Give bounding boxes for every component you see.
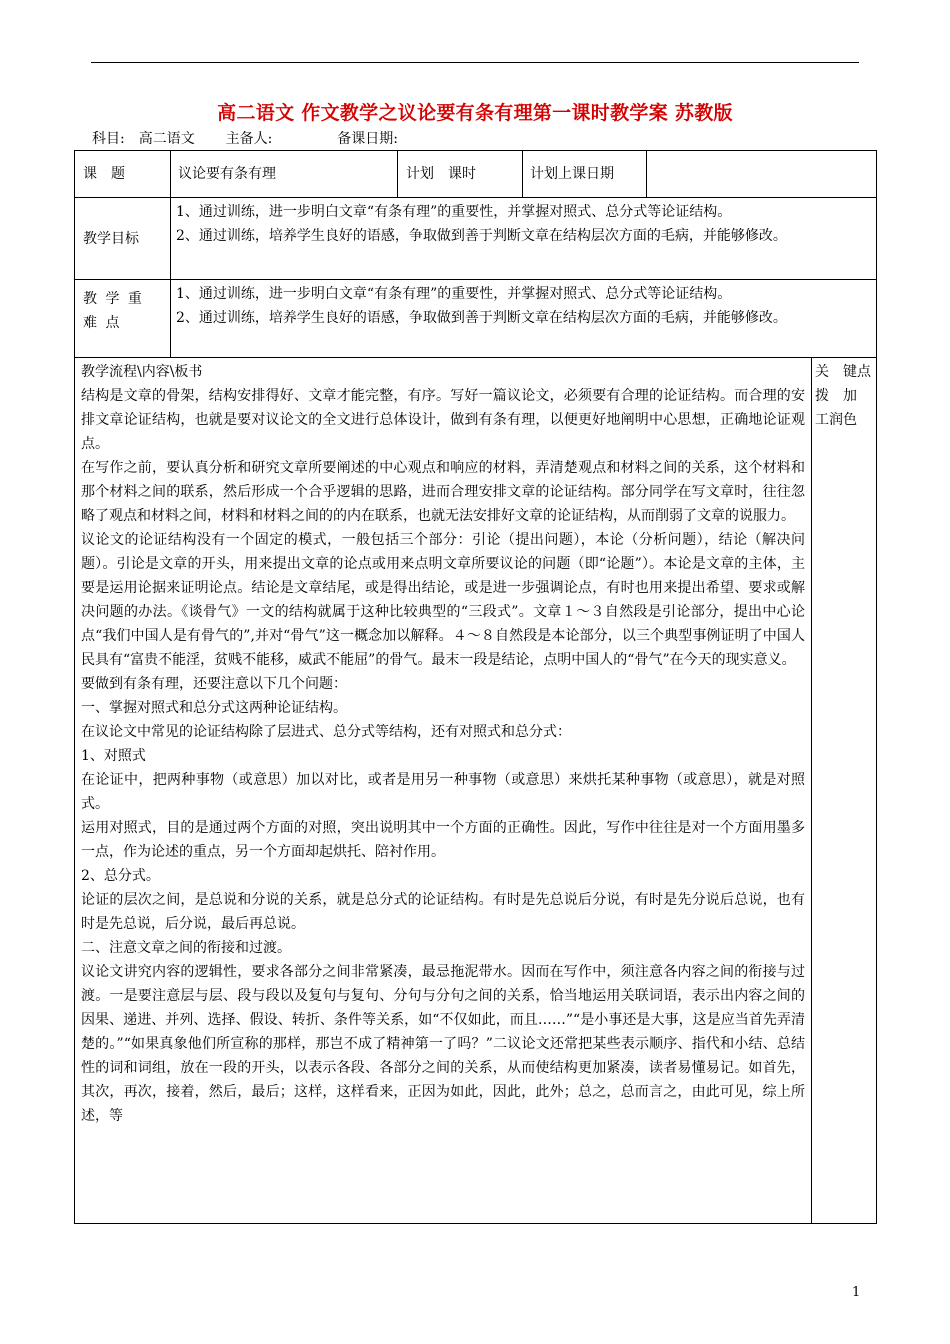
flow-paragraph: 在议论文中常见的论证结构除了层进式、总分式等结构，还有对照式和总分式： [81,724,571,740]
goals-content [170,198,876,279]
page-number: 1 [852,1285,861,1300]
plan-date-value [646,151,876,197]
flow-paragraph: 要做到有条有理，还要注意以下几个问题： [81,676,347,692]
flow-paragraph: 论证的层次之间，是总说和分说的关系，就是总分式的论证结构。有时是先总说后分说，有时是先分说后总说，也有时是先总说，后分说，最后再总说。 [81,892,805,932]
flow-paragraph: 结构是文章的骨架，结构安排得好、文章才能完整，有序。写好一篇议论文，必须要有合理的论证结构。而合理的安排文章论证结构，也就是要对议论文的全文进行总体设计，做到有条有理，以便更好地阐明中心思想，正确地论证观点。 [81,388,805,452]
topic-label: 课 题 [83,166,125,182]
flow-paragraph: 在写作之前，要认真分析和研究文章所要阐述的中心观点和响应的材料，弄清楚观点和材料之间的关系，这个材料和那个材料之间的联系，然后形成一个合乎逻辑的思路，进而合理安排文章的论证结构。部分同学在写文章时，往往忽略了观点和材料之间，材料和材料之间的的内在联系，也就无法安排好文章的论证结构，从而削弱了文章的说服力。 [81,460,805,524]
flow-paragraph: 教学流程\内容\板书 [81,364,203,380]
meta-line [92,128,398,148]
goal-item: 2、通过训练，培养学生良好的语感，争取做到善于判断文章在结构层次方面的毛病，并能够修改。 [176,228,787,244]
meta-date: 备课日期: [337,131,398,147]
goal-item: 1、通过训练，进一步明白文章“有条有理”的重要性，并掌握对照式、总分式等论证结构。 [176,204,732,220]
flow-paragraph: 议论文讲究内容的逻辑性，要求各部分之间非常紧凑，最忌拖泥带水。因而在写作中，须注意各内容之间的衔接与过渡。一是要注意层与层、段与段以及复句与复句、分句与分句之间的关系，恰当地运用关联词语，表示出内容之间的因果、递进、并列、选择、假设、转折、条件等关系，如“不仅如此，而且……”“是小事还是大事，这是应当首先弄清楚的。”“如果真象他们所宣称的那样，那岂不成了精神第一了吗？”二议论文还常把某些表示顺序、指代和小结、总结性的词和词组，放在一段的开头，以表示各段、各部分之间的关系，从而使结构更加紧凑，读者易懂易记。如首先，其次，再次，接着，然后，最后；这样，这样看来，正因为如此，因此，此外；总之，总而言之，由此可见，综上所述，等 [81,964,805,1124]
meta-preparer: 主备人: [225,131,273,147]
flow-paragraph: 二、注意文章之间的衔接和过渡。 [81,940,291,956]
keypoints-label: 教 学 重 难 点 [83,291,144,331]
keypoints-content [170,280,876,357]
meta-subject: 科目: 高二语文 [92,131,195,147]
side-note: 关 键点拨 加 工润色 [815,364,871,428]
table-row-goals [75,198,876,280]
flow-paragraph: 运用对照式，目的是通过两个方面的对照，突出说明其中一个方面的正确性。因此，写作中往往是对一个方面用墨多一点，作为论述的重点，另一个方面却起烘托、陪衬作用。 [81,820,805,860]
table-row-topic [75,151,876,198]
flow-paragraph: 2、总分式。 [81,868,160,884]
document-title: 高二语文 作文教学之议论要有条有理第一课时教学案 苏教版 [217,102,733,124]
table-row-keypoints [75,280,876,358]
lesson-plan-table [74,150,877,1224]
topic-value: 议论要有条有理 [178,166,276,182]
plan-date-label: 计划上课日期 [530,166,614,182]
keypoint-item: 2、通过训练，培养学生良好的语感，争取做到善于判断文章在结构层次方面的毛病，并能够修改。 [176,310,787,326]
teaching-flow-content [75,358,812,1223]
plan-hours-label: 计划 课时 [406,166,476,182]
goals-label: 教学目标 [83,230,139,247]
header-rule [91,62,859,63]
flow-paragraph: 在论证中，把两种事物（或意思）加以对比，或者是用另一种事物（或意思）来烘托某种事物（或意思），就是对照式。 [81,772,805,812]
flow-paragraph: 1、对照式 [81,748,146,764]
flow-paragraph: 一、掌握对照式和总分式这两种论证结构。 [81,700,347,716]
keypoint-item: 1、通过训练，进一步明白文章“有条有理”的重要性，并掌握对照式、总分式等论证结构。 [176,286,732,302]
flow-paragraph: 议论文的论证结构没有一个固定的模式，一般包括三个部分：引论（提出问题），本论（分析问题），结论（解决问题）。引论是文章的开头，用来提出文章的论点或用来点明文章所要议论的问题（即“论题”）。本论是文章的主体，主要是运用论据来证明论点。结论是文章结尾，或是得出结论，或是进一步强调论点，有时也用来提出希望、要求或解决问题的办法。《谈骨气》一文的结构就属于这种比较典型的“三段式”。文章１～３自然段是引论部分，提出中心论点“我们中国人是有骨气的”,并对“骨气”这一概念加以解释。４～８自然段是本论部分，以三个典型事例证明了中国人民具有“富贵不能淫，贫贱不能移，威武不能屈”的骨气。最末一段是结论，点明中国人的“骨气”在今天的现实意义。 [81,532,805,668]
